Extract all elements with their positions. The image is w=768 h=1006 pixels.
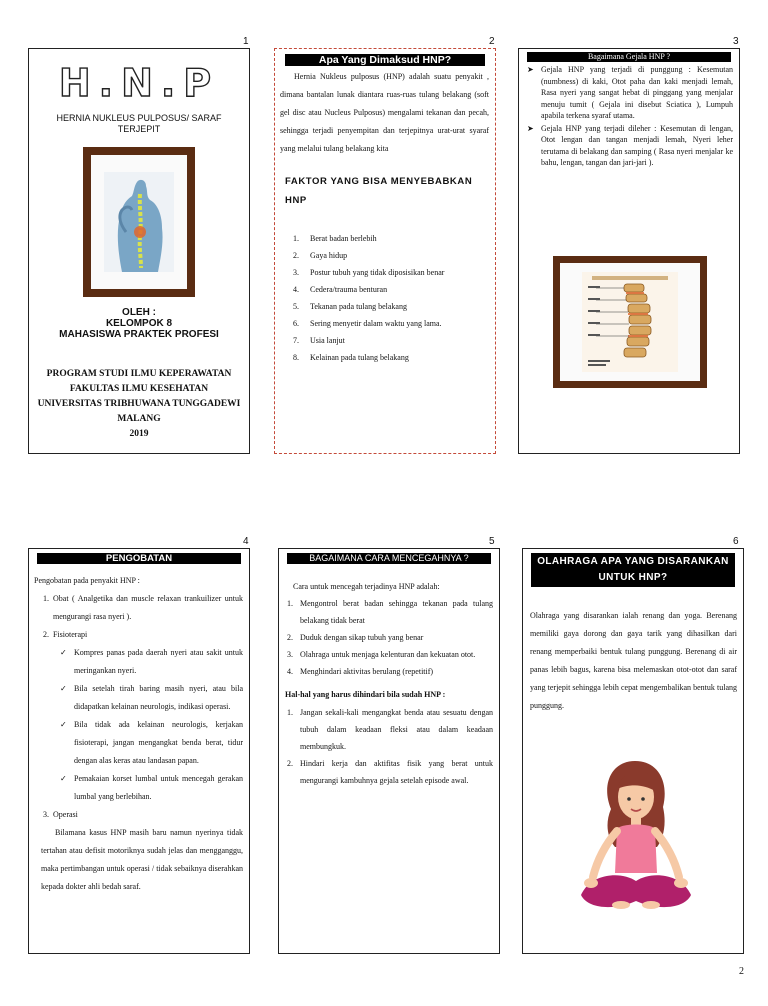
institution-line: 2019 [129, 429, 149, 439]
list-item: 3. Operasi Bilamana kasus HNP masih baru namun nyerinya tidak tertahan atau defisit motoriknya sudah jelas dan mengganggu, maka pertimbangan untuk operasi / tidak sebaiknya diserahkan kepada dokter ahli bedah saraf. [35, 806, 243, 896]
page-number-3: 3 [733, 36, 739, 47]
list-item: 6. Sering menyetir dalam waktu yang lama. [293, 319, 442, 328]
list-item: 1. Mengontrol berat badan sehingga tekanan pada tulang belakang tidak berat [287, 599, 493, 625]
list-item: ✓ Pemakaian korset lumbal untuk mencegah gerakan lumbal yang berlebihan. [59, 770, 243, 806]
factors-heading: FAKTOR YANG BISA MENYEBABKAN HNP [285, 176, 473, 206]
footer-page-number: 2 [739, 966, 744, 977]
list-item: 5. Tekanan pada tulang belakang [293, 302, 407, 311]
symptoms-list [527, 64, 733, 169]
arrow-bullet-icon: ➤ [527, 123, 534, 133]
spine-anatomy-diagram-icon [582, 272, 678, 372]
exercise-panel [522, 548, 744, 954]
physio-list [59, 644, 243, 806]
list-item: ✓ Bila setelah tirah baring masih nyeri, atau bila didapatkan kelainan neurologis, indikasi operasi. [59, 680, 243, 716]
treatment-intro: Pengobatan pada penyakit HNP : [34, 576, 140, 585]
symptoms-header: Bagaimana Gejala HNP ? [527, 52, 731, 62]
avoid-heading: Hal-hal yang harus dihindari bila sudah HNP : [285, 690, 446, 699]
author-line: OLEH : [122, 307, 156, 318]
page-number-5: 5 [489, 536, 495, 547]
prevention-panel [278, 548, 500, 954]
list-item: 1. Jangan sekali-kali mengangkat benda atau sesuatu dengan tubuh dalam keadaan fleksi atau dalam keadaan membungkuk. [287, 708, 493, 751]
list-item: 2. Fisioterapi ✓ Kompres panas pada daerah nyeri atau sakit untuk meringankan nyeri. ✓ Bila setelah tirah baring masih nyeri, atau bila didapatkan kelainan neurologis, indikasi operasi. ✓ Bila tidak ada kelainan neurologis, kerjakan fisioterapi, jangan mengangkat benda berat, tidur dengan alas keras atau landasan papan. ✓ Pemakaian korset lumbal untuk mencegah gerakan lumbal yang berlebihan. [35, 626, 243, 806]
list-item: 3. Postur tubuh yang tidak diposisikan benar [293, 268, 445, 277]
prevention-intro: Cara untuk mencegah terjadinya HNP adalah: [293, 582, 440, 591]
prevention-list [287, 595, 493, 680]
spine-back-photo-icon [104, 172, 174, 272]
list-item: ✓ Bila tidak ada kelainan neurologis, kerjakan fisioterapi, jangan mengangkat benda berat, tidur dengan alas keras atau landasan papan. [59, 716, 243, 770]
cover-title: H.N.P [58, 61, 220, 105]
cover-subtitle: HERNIA NUKLEUS PULPOSUS/ SARAF TERJEPIT [56, 113, 222, 134]
institution-line: MALANG [117, 414, 161, 424]
definition-header: Apa Yang Dimaksud HNP? [285, 54, 485, 66]
list-item: 2. Duduk dengan sikap tubuh yang benar [287, 633, 424, 642]
list-item: 2. Gaya hidup [293, 251, 348, 260]
avoid-list [287, 704, 493, 789]
list-item: 2. Hindari kerja dan aktifitas fisik yang berat untuk mengurangi kambuhnya gejala setelah episode awal. [287, 759, 493, 785]
symptoms-panel [518, 48, 740, 454]
page-number-6: 6 [733, 536, 739, 547]
check-icon: ✓ [60, 720, 67, 729]
list-item: ✓ Kompres panas pada daerah nyeri atau sakit untuk meringankan nyeri. [59, 644, 243, 680]
list-item: 1. Obat ( Analgetika dan muscle relaxan trankuilizer untuk mengurangi rasa nyeri ). [43, 594, 243, 621]
author-line: KELOMPOK 8 [105, 318, 173, 329]
institution-block [29, 367, 249, 442]
yoga-woman-illustration-icon [571, 755, 701, 927]
arrow-bullet-icon: ➤ [527, 65, 534, 74]
exercise-text: Olahraga yang disarankan ialah renang dan yoga. Berenang memiliki gaya dorong dan gaya tarik yang dihasilkan dari renang memperbaiki bentuk tulang punggung. Berenang di air panas lebih bagus, karena bisa melemaskan otot-otot dan saraf yang terjepit sehingga lebih cepat mengembalikan bentuk tulang punggung. [530, 611, 737, 710]
page-number-2: 2 [489, 36, 495, 47]
list-item: 7. Usia lanjut [293, 336, 345, 345]
institution-line: PROGRAM STUDI ILMU KEPERAWATAN [46, 369, 232, 379]
page-number-4: 4 [243, 536, 249, 547]
list-item: ➤ Gejala HNP yang terjadi dileher : Kesemutan di lengan, Otot lengan dan tangan menjadi lemah, Nyeri leher terutama di belakang dan samping ( Rasa nyeri menjalar ke bahu, lengan, tangan dan jari-jari ). [527, 123, 733, 167]
definition-panel [274, 48, 496, 454]
list-item: 1. Berat badan berlebih [293, 234, 377, 243]
treatment-header: PENGOBATAN [37, 553, 241, 564]
check-icon: ✓ [60, 774, 67, 783]
factors-list [293, 230, 489, 366]
check-icon: ✓ [60, 648, 67, 657]
list-item: 4. Cedera/trauma benturan [293, 285, 388, 294]
treatment-panel [28, 548, 250, 954]
prevention-header: BAGAIMANA CARA MENCEGAHNYA ? [287, 553, 491, 564]
cover-picture-frame [83, 147, 195, 297]
check-icon: ✓ [60, 684, 67, 693]
page-number-1: 1 [243, 36, 249, 47]
author-line: MAHASISWA PRAKTEK PROFESI [59, 329, 219, 340]
list-item: 8. Kelainan pada tulang belakang [293, 353, 409, 362]
treatment-list [35, 590, 243, 896]
institution-line: FAKULTAS ILMU KESEHATAN [69, 384, 209, 394]
list-item: 4. Menghindari aktivitas berulang (repetitif) [287, 667, 434, 676]
list-item: ➤ Gejala HNP yang terjadi di punggung : Kesemutan (numbness) di kaki, Otot paha dan kaki menjadi lemah, Rasa nyeri yang sangat hebat di pinggang yang menjalar menuju tumit ( Gejala ini disebut Sciatica ), Lumpuh apabila terkena syaraf utama. [527, 65, 733, 120]
author-block [29, 307, 249, 340]
cover-panel [28, 48, 250, 454]
exercise-header: OLAHRAGA APA YANG DISARANKAN UNTUK HNP? [531, 553, 735, 587]
institution-line: UNIVERSITAS TRIBHUWANA TUNGGADEWI [37, 399, 241, 409]
spine-picture-frame [553, 256, 707, 388]
definition-text: Hernia Nukleus pulposus (HNP) adalah suatu penyakit , dimana bantalan lunak diantara ruas-ruas tulang belakang (soft gel disc atau Nucleus Pulposus) mengalami tekanan dan pecah, sehingga terjadi penyempitan dan terjepitnya urat-urat syaraf yang melalui tulang belakang kita [280, 72, 489, 153]
surgery-text: Bilamana kasus HNP masih baru namun nyerinya tidak tertahan atau defisit motoriknya sudah jelas dan mengganggu, maka pertimbangan untuk operasi / tidak sebaiknya diserahkan kepada dokter ahli bedah saraf. [41, 828, 243, 891]
list-item: 3. Olahraga untuk menjaga kelenturan dan kekuatan otot. [287, 650, 476, 659]
